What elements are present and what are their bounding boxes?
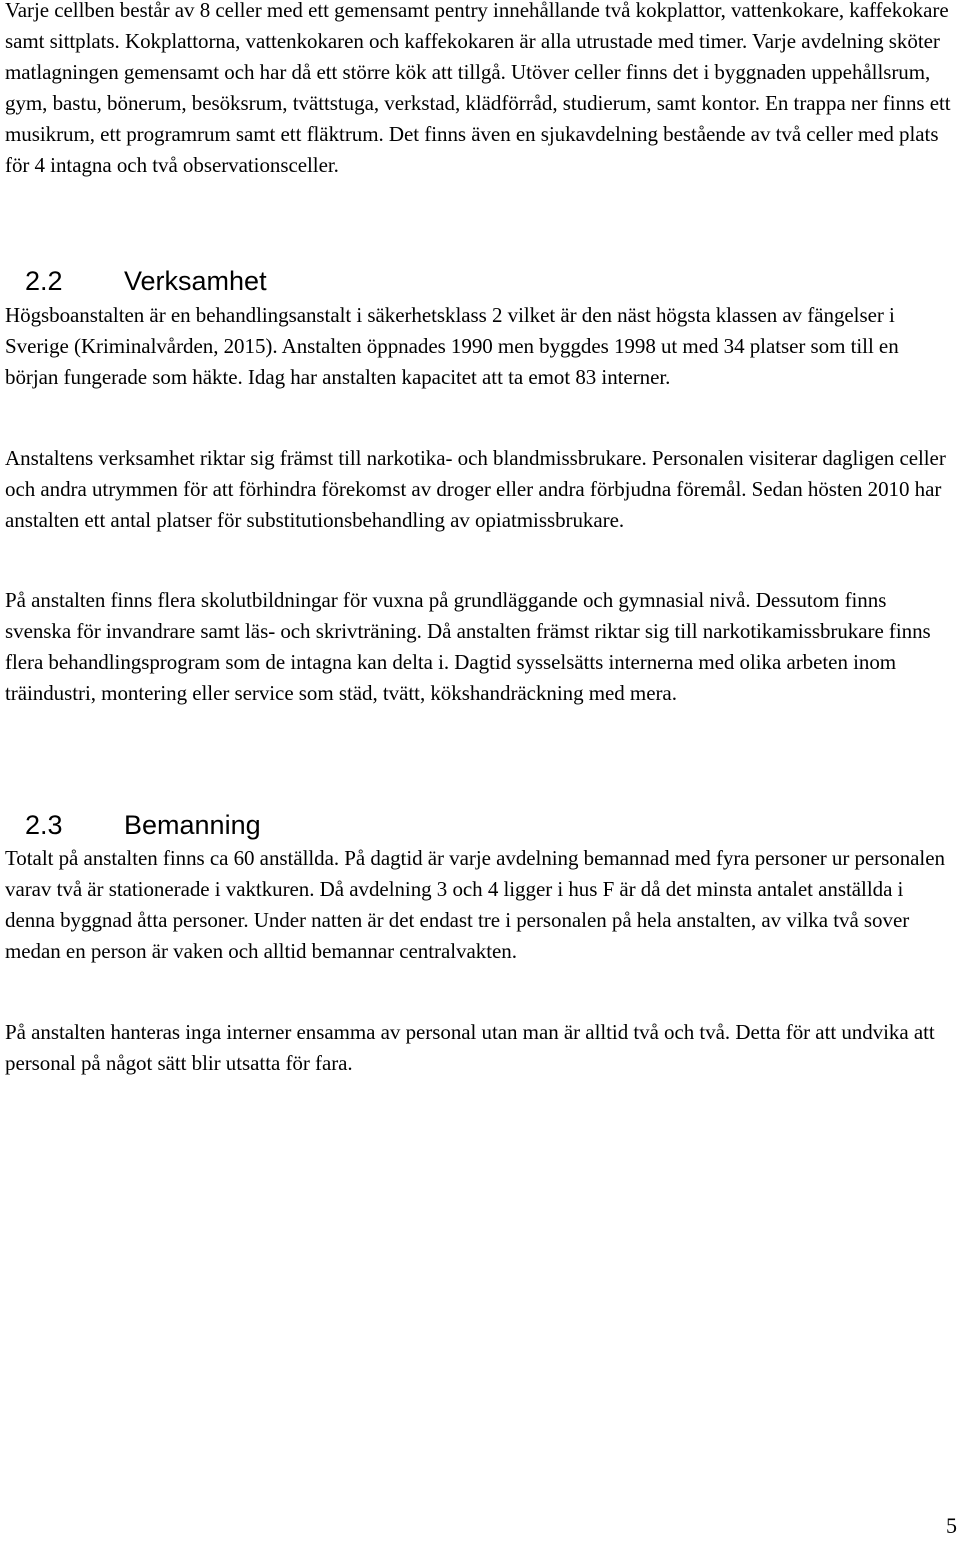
verksamhet-paragraph-1: Högsboanstalten är en behandlingsanstalt i säkerhetsklass 2 vilket är den näst högsta klassen av fängelser i Sverige (Kriminalvården, 2015). Anstalten öppnades 1990 men byggdes 1998 ut med 34 platser som till en början fungerade som häkte. Idag har anstalten kapacitet att ta emot 83 interner.	[5, 303, 899, 389]
section-number: 2.3	[25, 810, 63, 840]
section-heading-bemanning	[5, 809, 261, 841]
intro-paragraph: Varje cellben består av 8 celler med ett gemensamt pentry innehållande två kokplattor, vattenkokare, kaffekokare samt sittplats. Kokplattorna, vattenkokaren och kaffekokaren är alla utrustade med timer. Varje avdelning sköter matlagningen gemensamt och har då ett större kök att tillgå. Utöver celler finns det i byggnaden uppehållsrum, gym, bastu, bönerum, besöksrum, tvättstuga, verkstad, klädförråd, studierum, samt kontor. En trappa ner finns ett musikrum, ett programrum samt ett fläktrum. Det finns även en sjukavdelning bestående av två celler med plats för 4 intagna och två observationsceller.	[5, 0, 951, 177]
section-title: Verksamhet	[124, 266, 267, 296]
section-title: Bemanning	[124, 810, 261, 840]
section-number: 2.2	[25, 266, 63, 296]
bemanning-paragraph-2: På anstalten hanteras inga interner ensamma av personal utan man är alltid två och två. Detta för att undvika att personal på något sätt blir utsatta för fara.	[5, 1020, 935, 1075]
page-number: 5	[946, 1513, 957, 1538]
verksamhet-paragraph-2: Anstaltens verksamhet riktar sig främst till narkotika- och blandmissbrukare. Personalen visiterar dagligen celler och andra utrymmen för att förhindra förekomst av droger eller andra förbjudna föremål. Sedan hösten 2010 har anstalten ett antal platser för substitutionsbehandling av opiatmissbrukare.	[5, 446, 946, 532]
bemanning-paragraph-1: Totalt på anstalten finns ca 60 anställda. På dagtid är varje avdelning bemannad med fyra personer ur personalen varav två är stationerade i vaktkuren. Då avdelning 3 och 4 ligger i hus F är då det minsta antalet anställda i denna byggnad åtta personer. Under natten är det endast tre i personalen på hela anstalten, av vilka två sover medan en person är vaken och alltid bemannar centralvakten.	[5, 846, 945, 963]
section-heading-verksamhet	[5, 265, 267, 297]
verksamhet-paragraph-3: På anstalten finns flera skolutbildningar för vuxna på grundläggande och gymnasial nivå. Dessutom finns svenska för invandrare samt läs- och skrivträning. Då anstalten främst riktar sig till narkotikamissbrukare finns flera behandlingsprogram som de intagna kan delta i. Dagtid sysselsätts internerna med olika arbeten inom träindustri, montering eller service som städ, tvätt, kökshandräckning med mera.	[5, 588, 931, 705]
